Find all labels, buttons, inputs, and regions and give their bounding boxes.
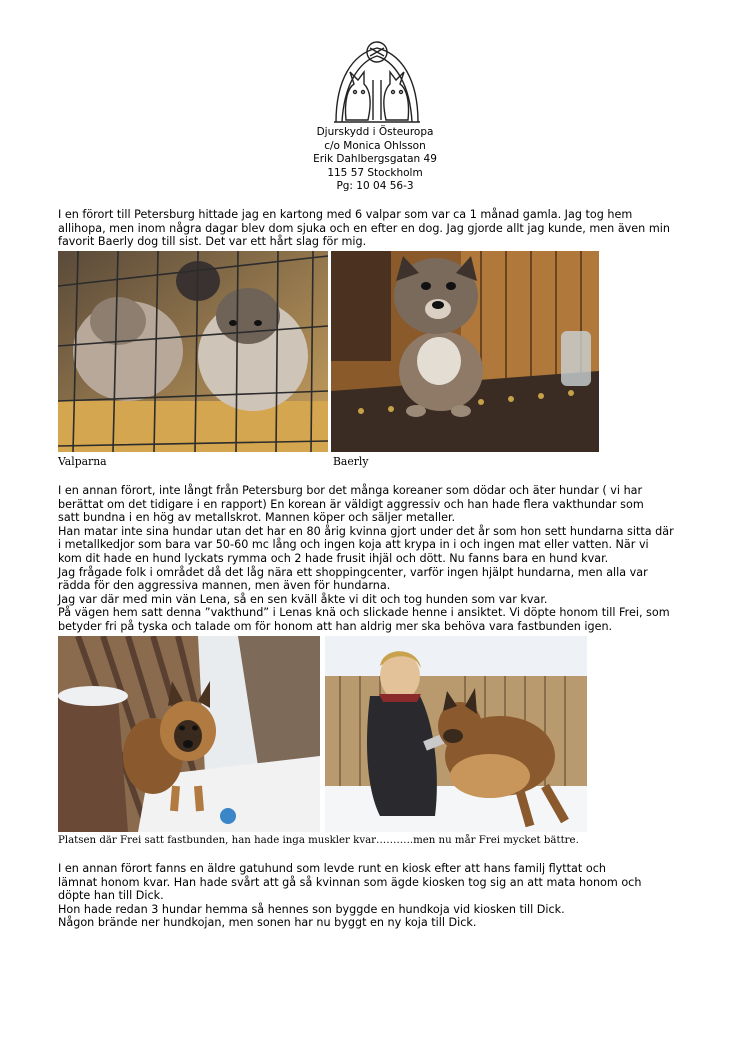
text-line: I en annan förort, inte långt från Petersburg bor det många koreaner som dödar och äter hundar ( vi har [58,484,643,497]
caption-puppies: Valparna [58,455,107,468]
text-line: Hon hade redan 3 hundar hemma så hennes son byggde en hundkoja vid kiosken till Dick. [58,902,565,916]
text-line: I en annan förort fanns en äldre gatuhund som levde runt en kiosk efter att hans familj flyttat och [58,862,606,875]
text-line: rädda för den aggressiva mannen, men även för hundarna. [58,579,391,593]
paragraph-dick-story [58,862,708,930]
text-line: kom dit hade en hund lyckats rymma och 2 hade frusit ihjäl och dött. Nu fanns bara en hund kvar. [58,551,609,565]
org-name: Djurskydd i Östeuropa [316,126,434,138]
address-city: 115 57 Stockholm [327,166,423,179]
text-line: I en förort till Petersburg hittade jag en kartong med 6 valpar som var ca 1 månad gamla. Jag tog hem [58,208,633,221]
text-line: berättat om det tidigare i en rapport) En korean är väldigt aggressiv och han hade flera vakthundar som [58,497,644,511]
text-line: Jag frågade folk i området då det låg nära ett shoppingcenter, varför ingen hjälpt hundarna, men alla var [58,565,648,579]
text-line: Jag var där med min vän Lena, så en sen kväll åkte vi dit och tog hunden som var kvar. [58,592,548,606]
text-line: Han matar inte sina hundar utan det har en 80 årig kvinna gjort under det år som hon sett hundarna sitta där [58,524,674,538]
photo-frei-chained [58,636,320,832]
text-line: lämnat honom kvar. Han hade svårt att gå så kvinnan som ägde kiosken tog sig an att mata honom och [58,875,642,889]
photo-puppies-cage [58,251,328,452]
text-line: favorit Baerly dog till sist. Det var ett hårt slag för mig. [58,235,367,249]
text-line: allihopa, men inom några dagar blev dom sjuka och en efter en dog. Jag gjorde allt jag kunde, men även min [58,221,670,235]
paragraph-puppies [58,208,708,249]
cats-and-dogs-logo [330,40,424,128]
text-line: betyder fri på tyska och talade om för honom att han aldrig mer ska behöva vara fastbunden igen. [58,619,613,633]
text-line: På vägen hem satt denna ”vakthund” i Lenas knä och slickade henne i ansiktet. Vi döpte honom till Frei, som [58,606,670,620]
paragraph-frei-story [58,484,708,634]
address-block [250,126,500,194]
address-postgiro: Pg: 10 04 56-3 [336,180,414,193]
text-line: i metallkedjor som bara var 50-60 mc lång och ingen koja att krypa in i och ingen mat eller vatten. När vi [58,538,649,552]
address-co: c/o Monica Ohlsson [324,139,426,152]
caption-baerly: Baerly [333,455,369,468]
caption-frei-before-after: Platsen där Frei satt fastbunden, han hade inga muskler kvar………..men nu mår Frei mycket bättre. [58,835,579,846]
text-line: satt bundna i en hög av metallskrot. Mannen köper och säljer metaller. [58,511,456,525]
text-line: Någon brände ner hundkojan, men sonen har nu byggt en ny koja till Dick. [58,916,477,930]
photo-frei-with-woman [325,636,587,832]
text-line: döpte han till Dick. [58,889,164,903]
photo-baerly [331,251,599,452]
address-street: Erik Dahlbergsgatan 49 [313,153,437,166]
